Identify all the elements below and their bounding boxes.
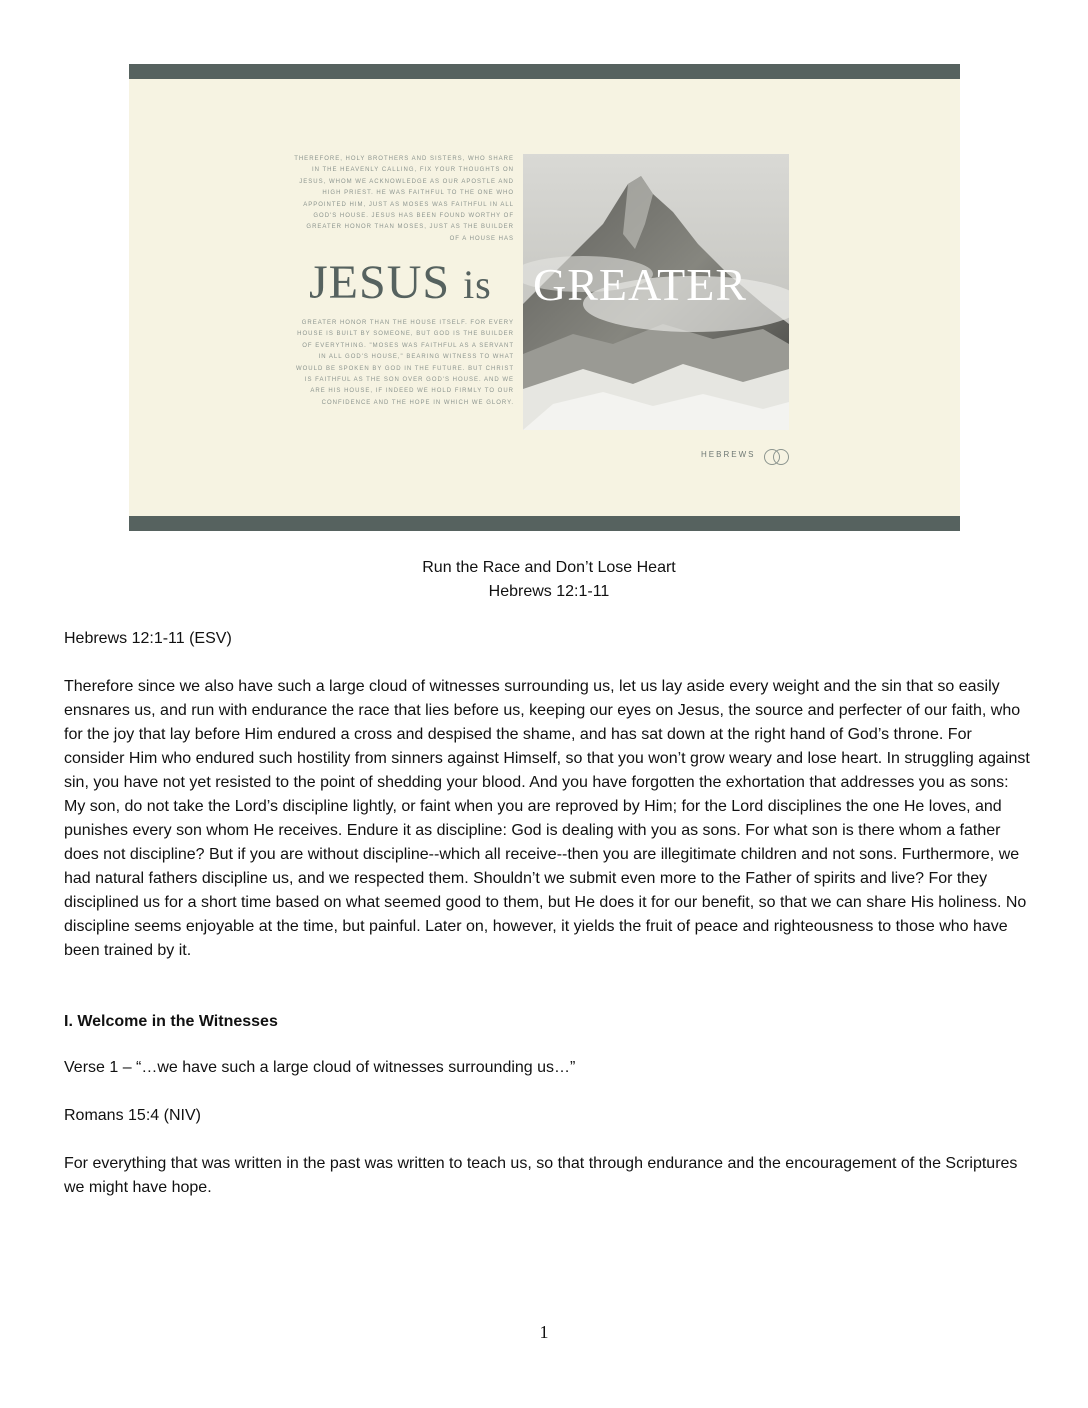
sermon-reference: Hebrews 12:1-11 — [488, 583, 610, 600]
rings-logo-icon — [762, 448, 792, 466]
cross-reference-label: Romans 15:4 (NIV) — [64, 1107, 201, 1124]
verse-quote: Verse 1 – “…we have such a large cloud of witnesses surrounding us…” — [64, 1059, 576, 1076]
banner-title-greater: GREATER — [533, 259, 747, 310]
banner-scripture-top: THEREFORE, HOLY BROTHERS AND SISTERS, WHO SHARE IN THE HEAVENLY CALLING, FIX YOUR THOUGHTS ON JESUS, WHOM WE ACKNOWLEDGE AS OUR APOSTLE AND HIGH PRIEST. HE WAS FAITHFUL TO THE ONE WHO APPOINTED HIM, JUST AS MOSES WAS FAITHFUL IN ALL GOD'S HOUSE. JESUS HAS BEEN FOUND WORTHY OF GREATER HONOR THAN MOSES, JUST AS THE BUILDER OF A HOUSE HAS — [294, 156, 514, 242]
banner-title-jesus: JESUS is — [309, 256, 492, 309]
banner-bottom-bar — [129, 516, 960, 531]
passage-label: Hebrews 12:1-11 (ESV) — [64, 630, 232, 647]
sermon-title: Run the Race and Don’t Lose Heart — [422, 559, 676, 576]
series-label: HEBREWS — [701, 450, 756, 459]
banner-scripture-bottom: GREATER HONOR THAN THE HOUSE ITSELF. FOR EVERY HOUSE IS BUILT BY SOMEONE, BUT GOD IS THE BUILDER OF EVERYTHING. "MOSES WAS FAITHFUL AS A SERVANT IN ALL GOD'S HOUSE," BEARING WITNESS TO WHAT WOULD BE SPOKEN BY GOD IN THE FUTURE. BUT CHRIST IS FAITHFUL AS THE SON OVER GOD'S HOUSE. AND WE ARE HIS HOUSE, IF INDEED WE HOLD FIRMLY TO OUR CONFIDENCE AND THE HOPE IN WHICH WE GLORY. — [295, 320, 514, 406]
banner-top-bar — [129, 64, 960, 79]
sermon-series-banner — [129, 64, 960, 531]
page-number: 1 — [539, 1322, 549, 1342]
passage-text: Therefore since we also have such a large cloud of witnesses surrounding us, let us lay aside every weight and the sin that so easily ensnares us, and run with endurance the race that lies before us, keeping our eyes on Jesus, the source and perfecter of our faith, who for the joy that lay before Him endured a cross and despised the shame, and has sat down at the right hand of God’s throne. For consider Him who endured such hostility from sinners against Himself, so that you won’t grow weary and lose heart. In struggling against sin, you have not yet resisted to the point of shedding your blood. And you have forgotten the exhortation that addresses you as sons: My son, do not take the Lord’s discipline lightly, or faint when you are reproved by Him; for the Lord disciplines the one He loves, and punishes every son whom He receives. Endure it as discipline: God is dealing with you as sons. For what son is there whom a father does not discipline? But if you are without discipline--which all receive--then you are illegitimate children and not sons. Furthermore, we had natural fathers discipline us, and we respected them. Shouldn’t we submit even more to the Father of spirits and live? For they disciplined us for a short time based on what seemed good to them, but He does it for our benefit, so that we can share His holiness. No discipline seems enjoyable at the time, but painful. Later on, however, it yields the fruit of peace and righteousness to those who have been trained by it. — [64, 678, 1030, 959]
section-heading: I. Welcome in the Witnesses — [64, 1013, 278, 1030]
cross-reference-text: For everything that was written in the past was written to teach us, so that through endurance and the encouragement of the Scriptures we might have hope. — [64, 1155, 1018, 1196]
